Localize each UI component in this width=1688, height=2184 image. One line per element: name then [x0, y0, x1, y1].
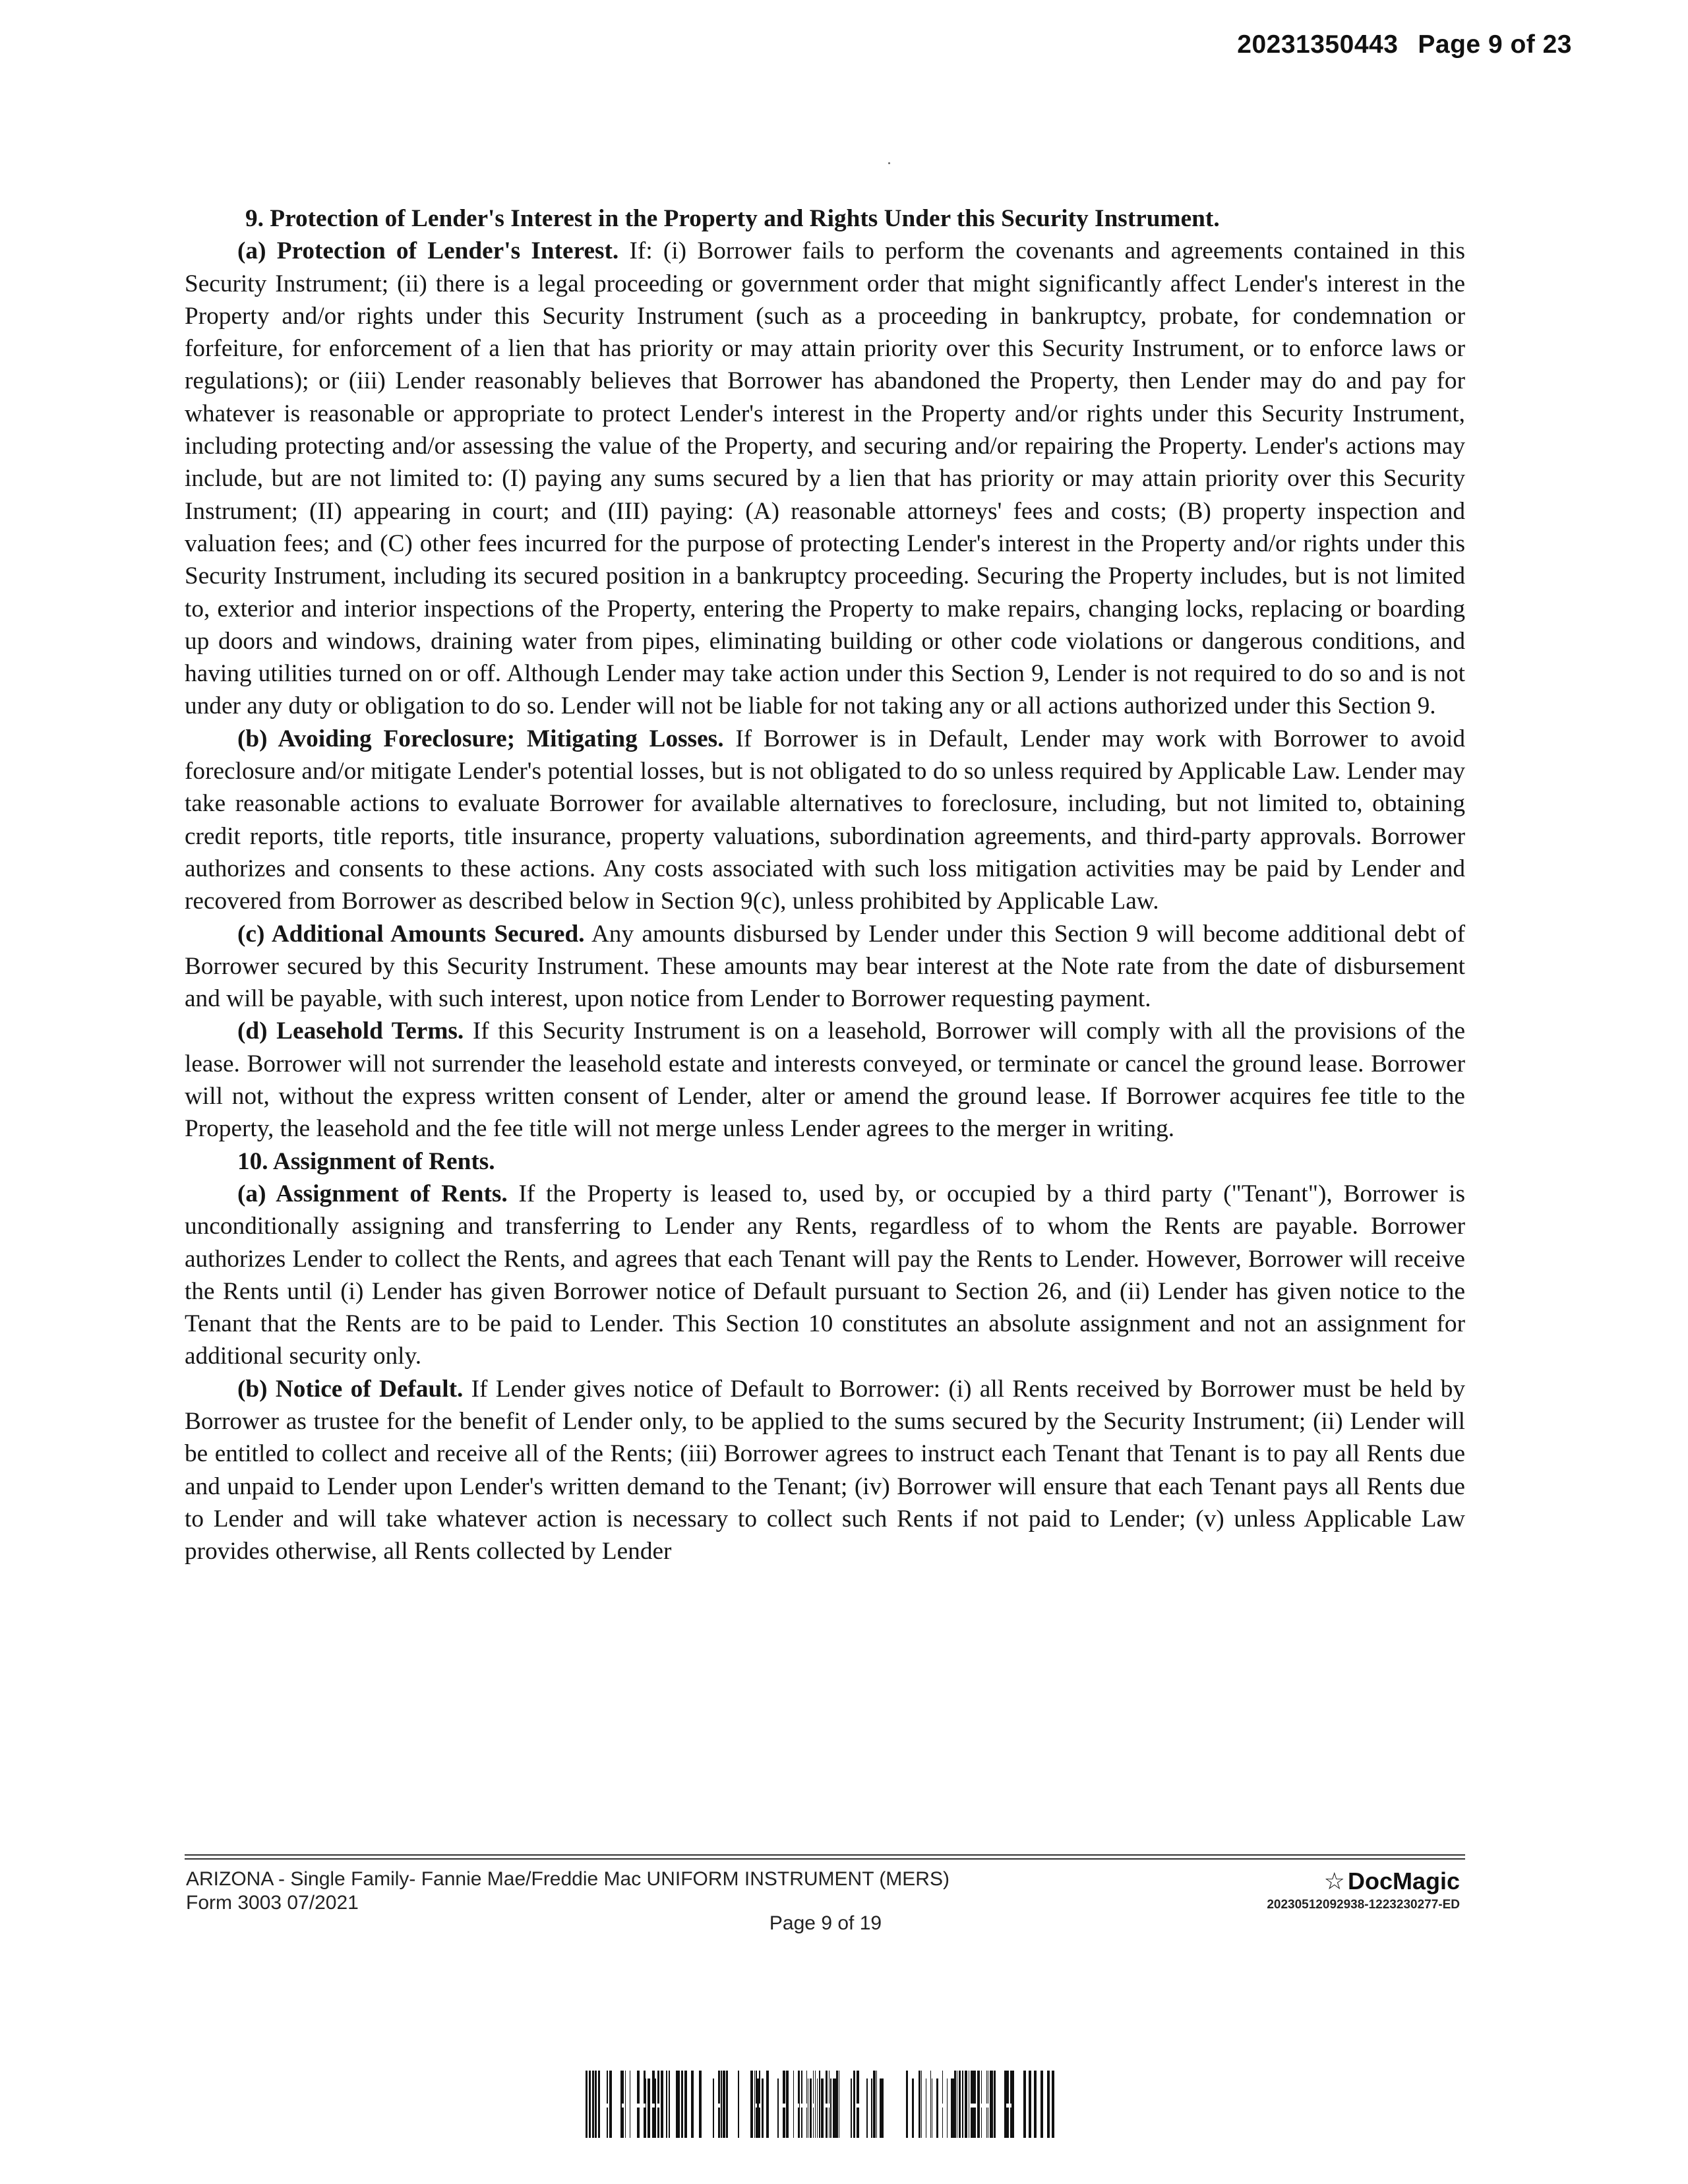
scan-speck — [888, 162, 890, 164]
section-9c-paragraph — [185, 918, 1465, 1016]
footer-rule-top — [185, 1854, 1465, 1856]
section-10b-paragraph — [185, 1373, 1465, 1568]
recording-page-label: Page 9 of 23 — [1418, 30, 1572, 59]
section-10b-heading: (b) Notice of Default. — [237, 1375, 464, 1403]
section-9-heading: 9. Protection of Lender's Interest in the Property and Rights Under this Security Instrument. — [245, 205, 1220, 232]
section-9d-text: If this Security Instrument is on a leasehold, Borrower will comply with all the provisions of the lease. Borrower will not surrender the leasehold estate and interests conveyed, or terminate or cancel the ground lease. Borrower will not, without the express written consent of Lender, alter or amend the ground lease. If Borrower acquires fee title to the Property, the leasehold and the fee title will not merge unless Lender agrees to the merger in writing. — [185, 1017, 1466, 1143]
section-9a-paragraph — [185, 235, 1465, 722]
barcode-icon — [586, 2071, 1055, 2138]
section-9d-heading: (d) Leasehold Terms. — [237, 1017, 464, 1045]
section-10b-text: If Lender gives notice of Default to Borrower: (i) all Rents received by Borrower must be held by Borrower as trustee for the benefit of Lender only, to be applied to the sums secured by the Security Instrument; (ii) Lender will be entitled to collect and receive all of the Rents; (iii) Borrower agrees to instruct each Tenant that Tenant is to pay all Rents due and unpaid to Lender upon Lender's written demand to the Tenant; (iv) Borrower will ensure that each Tenant pays all Rents due to Lender and will take whatever action is necessary to collect such Rents if not paid to Lender; (v) unless Applicable Law provides otherwise, all Rents collected by Lender — [185, 1375, 1465, 1565]
form-page-number: Page 9 of 19 — [769, 1912, 882, 1934]
recording-stamp — [1237, 30, 1572, 59]
section-9a-text: If: (i) Borrower fails to perform the covenants and agreements contained in this Security Instrument; (ii) there is a legal proceeding or government order that might significantly affect Lender's interest in the Property and/or rights under this Security Instrument (such as a proceeding in bankruptcy, probate, for condemnation or forfeiture, for enforcement of a lien that has priority or may attain priority over this Security Instrument, or to enforce laws or regulations); or (iii) Lender reasonably believes that Borrower has abandoned the Property, then Lender may do and pay for whatever is reasonable or appropriate to protect Lender's interest in the Property and/or rights under this Security Instrument, including protecting and/or assessing the value of the Property, and securing and/or repairing the Property. Lender's actions may include, but are not limited to: (I) paying any sums secured by a lien that has priority or may attain priority over this Security Instrument; (II) appearing in court; and (III) paying: (A) reasonable attorneys' fees and costs; (B) property inspection and valuation fees; and (C) other fees incurred for the purpose of protecting Lender's interest in the Property and/or rights under this Security Instrument, including its secured position in a bankruptcy proceeding. Securing the Property includes, but is not limited to, exterior and interior inspections of the Property, entering the Property to make repairs, changing locks, replacing or boarding up doors and windows, draining water from pipes, eliminating building or other code violations or dangerous conditions, and having utilities turned on or off. Although Lender may take action under this Section 9, Lender is not required to do so and is not under any duty or obligation to do so. Lender will not be liable for not taking any or all actions authorized under this Section 9. — [185, 237, 1465, 720]
section-10a-heading: (a) Assignment of Rents. — [237, 1180, 508, 1207]
form-title: ARIZONA - Single Family- Fannie Mae/Freddie Mac UNIFORM INSTRUMENT (MERS) — [186, 1868, 950, 1890]
section-9a-heading: (a) Protection of Lender's Interest. — [237, 237, 619, 265]
document-body — [185, 202, 1465, 1567]
form-identification — [186, 1867, 950, 1915]
section-9c-heading: (c) Additional Amounts Secured. — [237, 920, 585, 948]
footer-rule-bottom — [185, 1858, 1465, 1860]
form-number: Form 3003 07/2021 — [186, 1892, 359, 1914]
section-10a-paragraph — [185, 1178, 1465, 1373]
section-9b-text: If Borrower is in Default, Lender may work with Borrower to avoid foreclosure and/or mitigate Lender's potential losses, but is not obligated to do so unless required by Applicable Law. Lender may take reasonable actions to evaluate Borrower for available alternatives to foreclosure, including, but not limited to, obtaining credit reports, title reports, title insurance, property valuations, subordination agreements, and third-party approvals. Borrower authorizes and consents to these actions. Any costs associated with such loss mitigation activities may be paid by Lender and recovered from Borrower as described below in Section 9(c), unless prohibited by Applicable Law. — [185, 725, 1466, 915]
section-9d-paragraph — [185, 1015, 1465, 1145]
section-10-heading: 10. Assignment of Rents. — [237, 1147, 495, 1175]
recording-number: 20231350443 — [1237, 30, 1399, 59]
docmagic-logo — [1324, 1867, 1460, 1895]
section-9c-text: Any amounts disbursed by Lender under this Section 9 will become additional debt of Borrower secured by this Security Instrument. These amounts may bear interest at the Note rate from the date of disbursement and will be payable, with such interest, upon notice from Lender to Borrower requesting payment. — [185, 920, 1465, 1013]
docmagic-brand-text: DocMagic — [1347, 1867, 1460, 1895]
star-icon: ☆ — [1323, 1867, 1345, 1895]
section-9b-paragraph — [185, 723, 1465, 918]
section-9b-heading: (b) Avoiding Foreclosure; Mitigating Losses. — [237, 725, 724, 752]
document-code: 20230512092938-1223230277-ED — [1267, 1898, 1460, 1912]
section-10a-text: If the Property is leased to, used by, or occupied by a third party ("Tenant"), Borrower is unconditionally assigning and transferring to Lender any Rents, regardless of to whom the Rents are payable. Borrower authorizes Lender to collect the Rents, and agrees that each Tenant will pay the Rents to Lender. However, Borrower will receive the Rents until (i) Lender has given Borrower notice of Default pursuant to Section 26, and (ii) Lender has given notice to the Tenant that the Rents are to be paid to Lender. This Section 10 constitutes an absolute assignment and not an assignment for additional security only. — [185, 1180, 1466, 1370]
